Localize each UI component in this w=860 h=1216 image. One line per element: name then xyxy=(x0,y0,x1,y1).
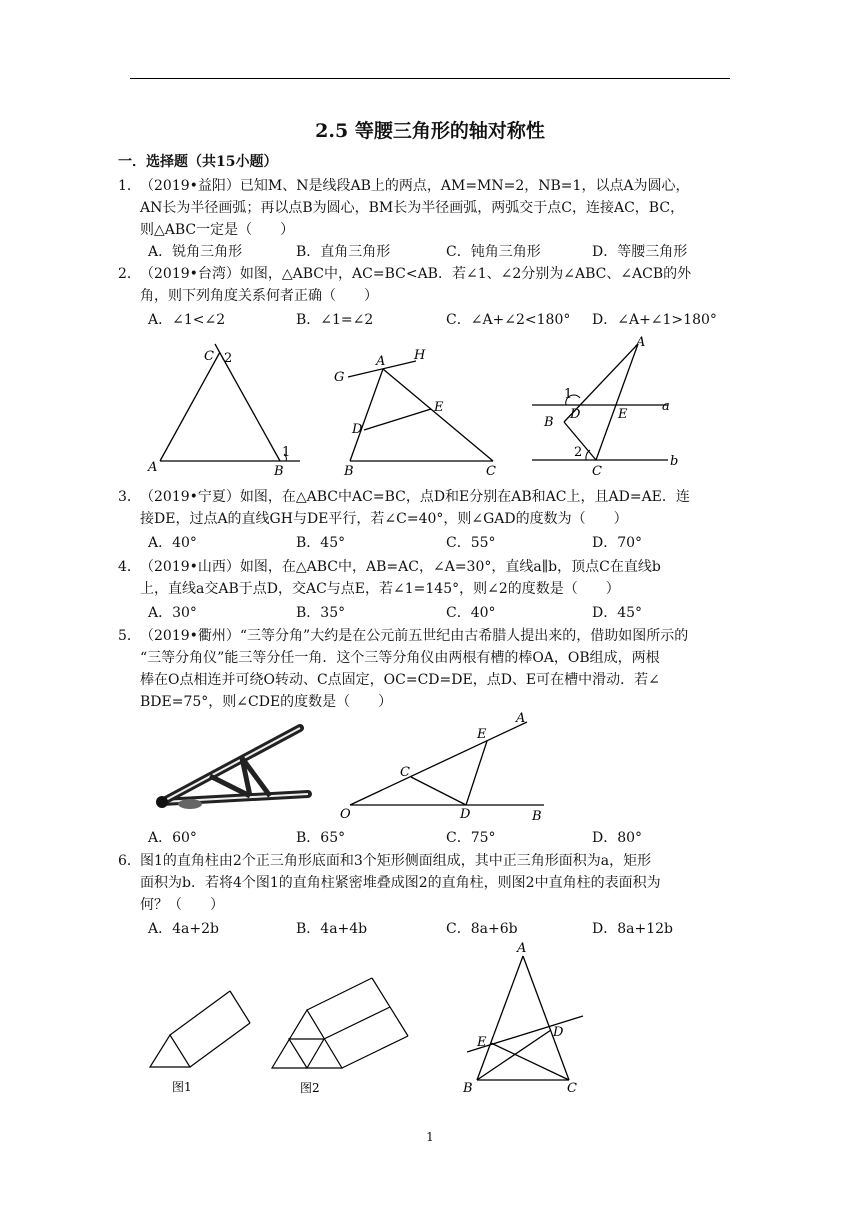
options-5 xyxy=(148,827,748,849)
options-1 xyxy=(148,241,748,263)
figure-q5 xyxy=(332,708,552,828)
question-line: 角，则下列角度关系何者正确（ ） xyxy=(140,288,378,304)
option-a[interactable]: A．4a+2b xyxy=(148,921,219,937)
label-a: A xyxy=(148,460,158,475)
label-d: D xyxy=(570,407,581,422)
label-a-line: a xyxy=(662,399,670,414)
question-line: 图1的直角柱由2个正三角形底面和3个矩形侧面组成，其中正三角形面积为a，矩形 xyxy=(140,853,652,869)
option-b[interactable]: B．65° xyxy=(296,830,346,846)
label-b: B xyxy=(274,464,284,479)
option-d[interactable]: D．80° xyxy=(592,830,643,846)
question-2 xyxy=(118,263,738,307)
option-c[interactable]: C．∠A+∠2<180° xyxy=(446,312,571,328)
label-2: 2 xyxy=(224,351,233,366)
question-line: 上，直线a交AB于点D，交AC与点E，若∠1=145°，则∠2的度数是（ ） xyxy=(140,581,620,597)
label-b: B xyxy=(544,415,554,430)
option-b[interactable]: B．4a+4b xyxy=(296,921,368,937)
figure-q2 xyxy=(140,340,310,480)
question-line: “三等分角仪”能三等分任一角．这个三等分角仪由两根有槽的棒OA，OB组成，两根 xyxy=(140,650,660,666)
question-number: 1． xyxy=(118,178,141,194)
option-d[interactable]: D．∠A+∠1>180° xyxy=(592,312,717,328)
options-2 xyxy=(148,309,748,331)
question-number: 5． xyxy=(118,628,141,644)
figure-prism-2 xyxy=(262,970,422,1100)
label-a: A xyxy=(516,711,526,726)
label-d: D xyxy=(553,1025,564,1040)
label-a: A xyxy=(636,335,646,350)
label-o: O xyxy=(340,807,351,822)
figure-q3 xyxy=(328,345,508,480)
question-line: 则△ABC一定是（ ） xyxy=(140,222,295,238)
question-3 xyxy=(118,486,738,530)
question-5 xyxy=(118,625,738,713)
label-1: 1 xyxy=(564,387,573,402)
label-b-line: b xyxy=(670,454,679,469)
question-line: 棒在O点相连并可绕O转动、C点固定，OC=CD=DE，点D、E可在槽中滑动．若∠ xyxy=(140,672,660,688)
section-heading: 一．选择题（共15小题） xyxy=(118,154,278,170)
label-d: D xyxy=(460,807,471,822)
question-line: 面积为b．若将4个图1的直角柱紧密堆叠成图2的直角柱，则图2中直角柱的表面积为 xyxy=(140,875,661,891)
question-4 xyxy=(118,556,738,600)
label-c: C xyxy=(486,464,496,479)
label-h: H xyxy=(414,348,426,363)
question-line: BDE=75°，则∠CDE的度数是（ ） xyxy=(140,694,393,710)
option-b[interactable]: B．35° xyxy=(296,605,346,621)
label-d: D xyxy=(352,422,363,437)
option-d[interactable]: D．45° xyxy=(592,605,643,621)
option-c[interactable]: C．40° xyxy=(446,605,496,621)
option-b[interactable]: B．∠1=∠2 xyxy=(296,312,374,328)
question-number: 3． xyxy=(118,489,141,505)
question-line: （2019•宁夏）如图，在△ABC中AC=BC，点D和E分别在AB和AC上，且AD=AE．连 xyxy=(140,489,690,505)
label-a: A xyxy=(517,941,527,956)
option-d[interactable]: D．70° xyxy=(592,535,643,551)
page-number: 1 xyxy=(426,1130,434,1144)
figure-2-caption: 图2 xyxy=(300,1081,320,1095)
label-b: B xyxy=(463,1081,473,1096)
page-title: 2.5 等腰三角形的轴对称性 xyxy=(315,120,545,142)
label-b: B xyxy=(344,464,354,479)
label-g: G xyxy=(334,370,345,385)
label-c: C xyxy=(567,1081,577,1096)
question-number: 4． xyxy=(118,559,141,575)
options-3 xyxy=(148,532,748,554)
question-line: 接DE，过点A的直线GH与DE平行，若∠C=40°，则∠GAD的度数为（ ） xyxy=(140,511,628,527)
option-a[interactable]: A．40° xyxy=(148,535,197,551)
label-2: 2 xyxy=(574,445,583,460)
label-c: C xyxy=(592,464,602,479)
option-d[interactable]: D．8a+12b xyxy=(592,921,673,937)
options-4 xyxy=(148,602,748,624)
question-1 xyxy=(118,175,738,241)
trisector-photo xyxy=(150,716,315,816)
question-number: 2． xyxy=(118,266,141,282)
question-6 xyxy=(118,850,738,916)
option-b[interactable]: B．45° xyxy=(296,535,346,551)
label-e: E xyxy=(618,407,628,422)
label-c: C xyxy=(204,349,214,364)
figure-prism-1 xyxy=(140,975,270,1100)
option-a[interactable]: A．锐角三角形 xyxy=(148,244,243,260)
option-c[interactable]: C．55° xyxy=(446,535,496,551)
option-c[interactable]: C．钝角三角形 xyxy=(446,244,541,260)
option-c[interactable]: C．8a+6b xyxy=(446,921,518,937)
figure-q4 xyxy=(528,334,698,482)
label-e: E xyxy=(477,1035,487,1050)
option-a[interactable]: A．30° xyxy=(148,605,197,621)
question-line: （2019•衢州）“三等分角”大约是在公元前五世纪由古希腊人提出来的，借助如图所示的 xyxy=(140,628,689,644)
label-e: E xyxy=(434,400,444,415)
figure-q6 xyxy=(455,940,595,1100)
option-a[interactable]: A．60° xyxy=(148,830,197,846)
option-a[interactable]: A．∠1<∠2 xyxy=(148,312,226,328)
figure-1-caption: 图1 xyxy=(172,1080,192,1094)
label-b: B xyxy=(532,809,542,824)
options-6 xyxy=(148,918,748,940)
label-1: 1 xyxy=(282,445,291,460)
label-a: A xyxy=(376,354,386,369)
label-c: C xyxy=(400,765,410,780)
question-number: 6． xyxy=(118,853,141,869)
question-line: 何？（ ） xyxy=(140,897,224,913)
label-e: E xyxy=(477,727,487,742)
header-rule xyxy=(130,78,730,79)
question-line: （2019•山西）如图，在△ABC中，AB=AC，∠A=30°，直线a∥b，顶点C在直线b xyxy=(140,559,661,575)
question-line: AN长为半径画弧；再以点B为圆心，BM长为半径画弧，两弧交于点C，连接AC，BC， xyxy=(140,200,685,216)
question-line: （2019•益阳）已知M、N是线段AB上的两点，AM=MN=2，NB=1，以点A为圆心， xyxy=(140,178,690,194)
question-line: （2019•台湾）如图，△ABC中，AC=BC<AB．若∠1、∠2分别为∠ABC、∠ACB的外 xyxy=(140,266,692,282)
option-d[interactable]: D．等腰三角形 xyxy=(592,244,688,260)
option-b[interactable]: B．直角三角形 xyxy=(296,244,391,260)
option-c[interactable]: C．75° xyxy=(446,830,496,846)
